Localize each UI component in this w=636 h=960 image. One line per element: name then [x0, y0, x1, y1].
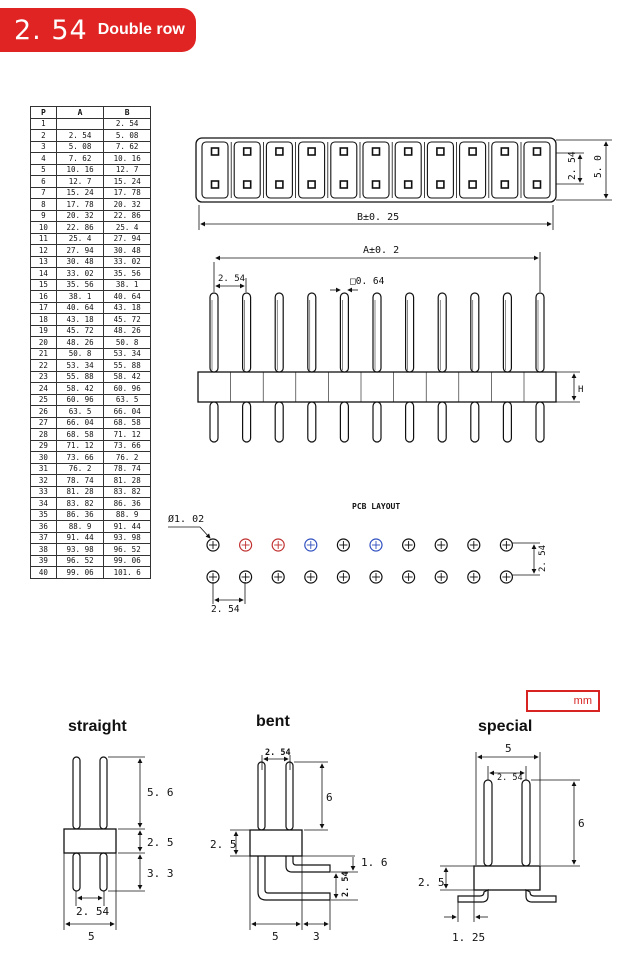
bent-view: [210, 713, 388, 943]
top-view-cell: [299, 142, 325, 198]
table-cell-b: 60. 96: [104, 383, 151, 395]
top-view-dim-width: B±0. 25: [357, 212, 400, 223]
table-cell-p: 25: [31, 394, 57, 406]
side-view-pin: [243, 293, 251, 442]
table-cell-b: 12. 7: [104, 164, 151, 176]
table-cell-b: 50. 8: [104, 337, 151, 349]
table-cell-b: 73. 66: [104, 440, 151, 452]
top-view-cell: [202, 142, 228, 198]
top-view-dim-pitch: 2. 54: [567, 151, 578, 180]
top-view-cell: [492, 142, 518, 198]
table-cell-p: 10: [31, 222, 57, 234]
table-cell-a: 45. 72: [56, 325, 104, 337]
table-cell-p: 16: [31, 291, 57, 303]
table-header-b: B: [104, 107, 151, 119]
table-cell-p: 38: [31, 544, 57, 556]
bent-dim-tail: 1. 6: [361, 856, 388, 869]
side-view: [198, 245, 583, 442]
pcb-hole: [240, 539, 252, 551]
table-cell-p: 28: [31, 429, 57, 441]
special-dim-pitch: 2. 54: [497, 773, 523, 783]
table-cell-b: 30. 48: [104, 245, 151, 257]
top-view-cell: [234, 142, 260, 198]
pcb-hole: [272, 539, 284, 551]
table-cell-a: 43. 18: [56, 314, 104, 326]
top-view: [196, 138, 612, 230]
table-cell-b: 22. 86: [104, 210, 151, 222]
top-view-cell: [331, 142, 357, 198]
table-cell-a: 91. 44: [56, 532, 104, 544]
table-cell-p: 3: [31, 141, 57, 153]
pcb-hole: [370, 571, 382, 583]
side-view-pin: [308, 293, 316, 442]
table-cell-b: 25. 4: [104, 222, 151, 234]
table-cell-p: 11: [31, 233, 57, 245]
table-cell-a: 10. 16: [56, 164, 104, 176]
unit-label: mm: [526, 690, 600, 712]
side-view-pin: [438, 293, 446, 442]
table-cell-p: 6: [31, 176, 57, 188]
table-cell-p: 5: [31, 164, 57, 176]
table-cell-p: 20: [31, 337, 57, 349]
pcb-hole: [240, 571, 252, 583]
straight-view: [64, 718, 174, 943]
table-cell-p: 21: [31, 348, 57, 360]
special-view: [418, 718, 585, 944]
table-cell-b: 81. 28: [104, 475, 151, 487]
table-cell-p: 22: [31, 360, 57, 372]
table-cell-b: 76. 2: [104, 452, 151, 464]
pcb-hole: [207, 571, 219, 583]
special-dim-top: 6: [578, 817, 585, 830]
table-cell-p: 34: [31, 498, 57, 510]
pcb-hole: [272, 571, 284, 583]
side-view-dim-pitch: 2. 54: [218, 274, 246, 284]
table-cell-b: 10. 16: [104, 153, 151, 165]
table-cell-b: 91. 44: [104, 521, 151, 533]
table-cell-a: 5. 08: [56, 141, 104, 153]
pcb-dim-hole: Ø1. 02: [168, 514, 205, 525]
side-view-dim-length: A±0. 2: [363, 245, 400, 256]
table-cell-b: 53. 34: [104, 348, 151, 360]
pcb-hole: [337, 539, 349, 551]
table-cell-b: 15. 24: [104, 176, 151, 188]
table-cell-a: 20. 32: [56, 210, 104, 222]
bent-label: bent: [256, 713, 290, 730]
top-view-dim-height: 5. 0: [593, 155, 604, 178]
table-cell-p: 39: [31, 555, 57, 567]
top-view-cell: [395, 142, 421, 198]
table-cell-b: 35. 56: [104, 268, 151, 280]
pcb-dim-pitch-h: 2. 54: [211, 604, 240, 615]
pcb-hole: [370, 539, 382, 551]
pcb-hole: [500, 539, 512, 551]
table-cell-p: 30: [31, 452, 57, 464]
table-cell-a: 17. 78: [56, 199, 104, 211]
table-cell-b: 101. 6: [104, 567, 151, 579]
table-cell-b: 20. 32: [104, 199, 151, 211]
table-cell-a: 83. 82: [56, 498, 104, 510]
table-cell-a: 27. 94: [56, 245, 104, 257]
table-cell-a: 33. 02: [56, 268, 104, 280]
table-cell-a: 71. 12: [56, 440, 104, 452]
pcb-hole: [305, 571, 317, 583]
table-cell-p: 15: [31, 279, 57, 291]
side-view-dim-pin: □0. 64: [350, 276, 385, 287]
table-cell-p: 1: [31, 118, 57, 130]
header-pitch: 2. 54: [14, 14, 88, 46]
straight-dim-bottom: 3. 3: [147, 867, 174, 880]
table-cell-p: 35: [31, 509, 57, 521]
table-cell-a: 48. 26: [56, 337, 104, 349]
table-cell-a: 38. 1: [56, 291, 104, 303]
pcb-hole: [468, 539, 480, 551]
table-cell-b: 38. 1: [104, 279, 151, 291]
pcb-layout-title: PCB LAYOUT: [352, 502, 401, 511]
table-cell-a: 53. 34: [56, 360, 104, 372]
table-cell-a: 2. 54: [56, 130, 104, 142]
table-cell-b: 27. 94: [104, 233, 151, 245]
side-view-pin: [275, 293, 283, 442]
table-cell-p: 19: [31, 325, 57, 337]
pcb-holes: [207, 539, 512, 583]
bent-dim-reach: 3: [313, 930, 320, 943]
table-cell-a: 60. 96: [56, 394, 104, 406]
table-cell-p: 33: [31, 486, 57, 498]
table-cell-a: 63. 5: [56, 406, 104, 418]
table-cell-a: 12. 7: [56, 176, 104, 188]
table-cell-p: 31: [31, 463, 57, 475]
table-cell-b: 86. 36: [104, 498, 151, 510]
pcb-hole: [435, 571, 447, 583]
side-view-pin: [373, 293, 381, 442]
table-cell-p: 23: [31, 371, 57, 383]
bent-dim-width: 5: [272, 930, 279, 943]
table-cell-b: 33. 02: [104, 256, 151, 268]
table-cell-a: 86. 36: [56, 509, 104, 521]
pcb-hole: [403, 571, 415, 583]
table-cell-b: 71. 12: [104, 429, 151, 441]
table-cell-a: 25. 4: [56, 233, 104, 245]
side-view-pins: [210, 293, 544, 442]
table-cell-p: 2: [31, 130, 57, 142]
top-view-cell: [460, 142, 486, 198]
table-cell-p: 14: [31, 268, 57, 280]
pcb-hole: [435, 539, 447, 551]
table-cell-a: 58. 42: [56, 383, 104, 395]
table-cell-a: 15. 24: [56, 187, 104, 199]
bent-dim-body: 2. 5: [210, 838, 237, 851]
table-cell-b: 43. 18: [104, 302, 151, 314]
table-cell-a: 76. 2: [56, 463, 104, 475]
table-cell-p: 29: [31, 440, 57, 452]
table-cell-p: 27: [31, 417, 57, 429]
bent-dim-pitch: 2. 54: [265, 748, 291, 758]
table-cell-a: 78. 74: [56, 475, 104, 487]
pcb-hole: [500, 571, 512, 583]
table-cell-b: 68. 58: [104, 417, 151, 429]
table-cell-a: 35. 56: [56, 279, 104, 291]
table-header-a: A: [56, 107, 104, 119]
table-cell-a: 88. 9: [56, 521, 104, 533]
table-cell-a: 81. 28: [56, 486, 104, 498]
table-cell-b: 63. 5: [104, 394, 151, 406]
table-cell-a: 55. 88: [56, 371, 104, 383]
table-cell-p: 8: [31, 199, 57, 211]
table-cell-a: 40. 64: [56, 302, 104, 314]
bent-dim-top: 6: [326, 791, 333, 804]
table-cell-p: 12: [31, 245, 57, 257]
side-view-pin: [471, 293, 479, 442]
table-cell-p: 24: [31, 383, 57, 395]
table-cell-p: 36: [31, 521, 57, 533]
special-dim-width: 5: [505, 742, 512, 755]
side-view-body: [198, 372, 556, 402]
table-header-p: P: [31, 107, 57, 119]
table-cell-a: 99. 06: [56, 567, 104, 579]
side-view-pin: [210, 293, 218, 442]
table-cell-p: 18: [31, 314, 57, 326]
table-cell-b: 88. 9: [104, 509, 151, 521]
table-cell-b: 96. 52: [104, 544, 151, 556]
pcb-hole: [207, 539, 219, 551]
special-label: special: [478, 718, 533, 735]
table-cell-p: 9: [31, 210, 57, 222]
table-cell-b: 66. 04: [104, 406, 151, 418]
top-view-cell: [427, 142, 453, 198]
table-cell-a: 66. 04: [56, 417, 104, 429]
table-cell-b: 2. 54: [104, 118, 151, 130]
table-cell-a: 50. 8: [56, 348, 104, 360]
pcb-hole: [305, 539, 317, 551]
table-cell-p: 7: [31, 187, 57, 199]
top-view-cells: [202, 142, 550, 198]
table-cell-a: 93. 98: [56, 544, 104, 556]
table-cell-b: 78. 74: [104, 463, 151, 475]
table-cell-a: 22. 86: [56, 222, 104, 234]
table-cell-p: 13: [31, 256, 57, 268]
side-view-dim-h: H: [578, 385, 584, 395]
top-view-cell: [363, 142, 389, 198]
straight-dim-top: 5. 6: [147, 786, 174, 799]
table-cell-a: 30. 48: [56, 256, 104, 268]
table-cell-b: 7. 62: [104, 141, 151, 153]
side-view-pin: [536, 293, 544, 442]
table-cell-p: 40: [31, 567, 57, 579]
pcb-dim-pitch-v: 2. 54: [538, 544, 548, 572]
table-cell-p: 26: [31, 406, 57, 418]
bent-dim-vpitch: 2. 54: [341, 871, 351, 897]
pcb-hole: [403, 539, 415, 551]
pcb-hole: [337, 571, 349, 583]
table-cell-a: 68. 58: [56, 429, 104, 441]
table-cell-b: 93. 98: [104, 532, 151, 544]
table-cell-b: 5. 08: [104, 130, 151, 142]
side-view-pin: [406, 293, 414, 442]
side-view-pin: [340, 293, 348, 442]
table-cell-b: 83. 82: [104, 486, 151, 498]
top-view-cell: [266, 142, 292, 198]
side-view-pin: [503, 293, 511, 442]
header-title: Double row: [97, 21, 185, 38]
table-cell-p: 32: [31, 475, 57, 487]
pcb-layout: [168, 502, 548, 615]
pcb-hole: [468, 571, 480, 583]
special-dim-body: 2. 5: [418, 876, 445, 889]
table-cell-a: 7. 62: [56, 153, 104, 165]
table-cell-a: 96. 52: [56, 555, 104, 567]
table-cell-b: 45. 72: [104, 314, 151, 326]
straight-label: straight: [68, 718, 127, 735]
table-cell-b: 99. 06: [104, 555, 151, 567]
straight-dim-pitch: 2. 54: [76, 905, 110, 918]
straight-dim-width: 5: [88, 930, 95, 943]
table-cell-p: 4: [31, 153, 57, 165]
special-dim-foot: 1. 25: [452, 931, 486, 944]
straight-dim-body: 2. 5: [147, 836, 174, 849]
table-cell-b: 48. 26: [104, 325, 151, 337]
table-cell-b: 58. 42: [104, 371, 151, 383]
table-cell-b: 17. 78: [104, 187, 151, 199]
table-cell-p: 17: [31, 302, 57, 314]
table-cell-b: 55. 88: [104, 360, 151, 372]
table-cell-a: 73. 66: [56, 452, 104, 464]
table-cell-p: 37: [31, 532, 57, 544]
top-view-cell: [524, 142, 550, 198]
table-cell-b: 40. 64: [104, 291, 151, 303]
